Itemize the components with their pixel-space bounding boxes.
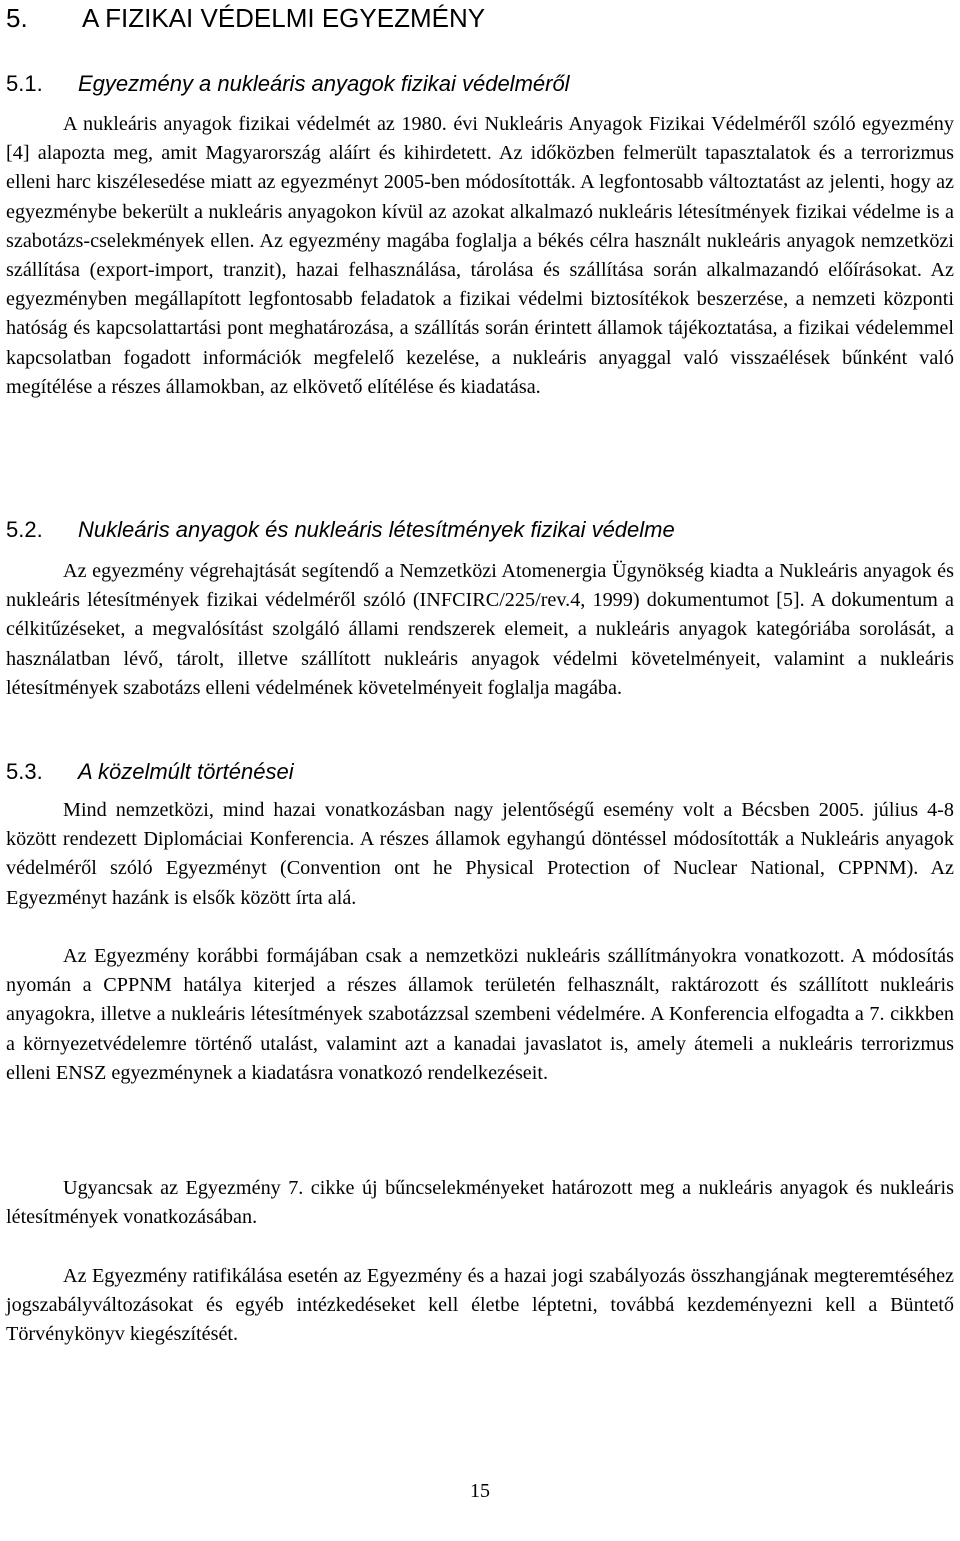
paragraph-5-3-b: Az Egyezmény korábbi formájában csak a nemzetközi nukleáris szállítmányokra vonatkozott. A módosítás nyomán a CPPNM hatálya kiterjed a részes államok területén felhasznált, raktározott és szállított nukleáris anyagokra, illetve a nukleáris létesítmények szabotázzsal szembeni védelmére. A Konferencia elfogadta a 7. cikkben a környezetvédelemre történő utalást, valamint azt a kanadai javaslatot is, amely átemeli a nukleáris terrorizmus elleni ENSZ egyezménynek a kiadatásra vonatkozó rendelkezéseit. [6, 945, 954, 1084]
section-number: 5. [6, 3, 28, 33]
paragraph-5-3-d: Az Egyezmény ratifikálása esetén az Egyezmény és a hazai jogi szabályozás összhangjának megteremtéséhez jogszabályváltozásokat és egyéb intézkedéseket kell életbe léptetni, továbbá kezdeményezni kell a Büntető Törvénykönyv kiegészítését. [6, 1265, 954, 1346]
subsection-number: 5.1. [6, 71, 43, 96]
subsection-heading-5-2 [6, 516, 675, 544]
section-heading-5 [6, 2, 485, 34]
section-title: A FIZIKAI VÉDELMI EGYEZMÉNY [82, 3, 486, 33]
paragraph-5-2: Az egyezmény végrehajtását segítendő a Nemzetközi Atomenergia Ügynökség kiadta a Nukleáris anyagok és nukleáris létesítmények fizikai védelméről szóló (INFCIRC/225/rev.4, 1999) dokumentumot [5]. A dokumentum a célkitűzéseket, a megvalósítást szolgáló állami rendszerek elemeit, a nukleáris anyagok kategóriába sorolását, a használatban lévő, tárolt, illetve szállított nukleáris anyagok védelmi követelményeit, valamint a nukleáris létesítmények szabotázs elleni védelmének követelményeit foglalja magába. [6, 560, 954, 699]
subsection-title: A közelmúlt történései [78, 759, 294, 784]
subsection-number: 5.3. [6, 759, 43, 784]
subsection-title: Egyezmény a nukleáris anyagok fizikai védelméről [78, 71, 570, 96]
page-number: 15 [470, 1480, 490, 1502]
paragraph-5-1: A nukleáris anyagok fizikai védelmét az 1980. évi Nukleáris Anyagok Fizikai Védelméről szóló egyezmény [4] alapozta meg, amit Magyarország aláírt és kihirdetett. Az időközben felmerült tapasztalatok és a terrorizmus elleni harc kiszélesedése miatt az egyezményt 2005-ben módosították. A legfontosabb változtatást az jelenti, hogy az egyezménybe bekerült a nukleáris anyagokon kívül az azokat alkalmazó nukleáris létesítmények fizikai védelme is a szabotázs-cselekmények ellen. Az egyezmény magába foglalja a békés célra használt nukleáris anyagok nemzetközi szállítása (export-import, tranzit), hazai felhasználása, tárolása és szállítása során alkalmazandó előírásokat. Az egyezményben megállapított legfontosabb feladatok a fizikai védelmi biztosítékok beszerzése, a nemzeti központi hatóság és kapcsolattartási pont meghatározása, a szállítás során érintett államok tájékoztatása, a fizikai védelemmel kapcsolatban fogadott információk megfelelő kezelése, a nukleáris anyaggal való visszaélések bűnként való megítélése a részes államokban, az elkövető elítélése és kiadatása. [6, 113, 954, 398]
subsection-title: Nukleáris anyagok és nukleáris létesítmények fizikai védelme [78, 517, 675, 542]
paragraph-5-3-a: Mind nemzetközi, mind hazai vonatkozásban nagy jelentőségű esemény volt a Bécsben 2005. július 4-8 között rendezett Diplomáciai Konferencia. A részes államok egyhangú döntéssel módosították a Nukleáris anyagok védelméről szóló Egyezményt (Convention ont he Physical Protection of Nuclear National, CPPNM). Az Egyezményt hazánk is elsők között írta alá. [6, 799, 954, 909]
subsection-number: 5.2. [6, 517, 43, 542]
subsection-heading-5-1 [6, 70, 570, 98]
paragraph-5-3-c: Ugyancsak az Egyezmény 7. cikke új bűncselekményeket határozott meg a nukleáris anyagok és nukleáris létesítmények vonatkozásában. [6, 1177, 954, 1229]
subsection-heading-5-3 [6, 758, 294, 786]
